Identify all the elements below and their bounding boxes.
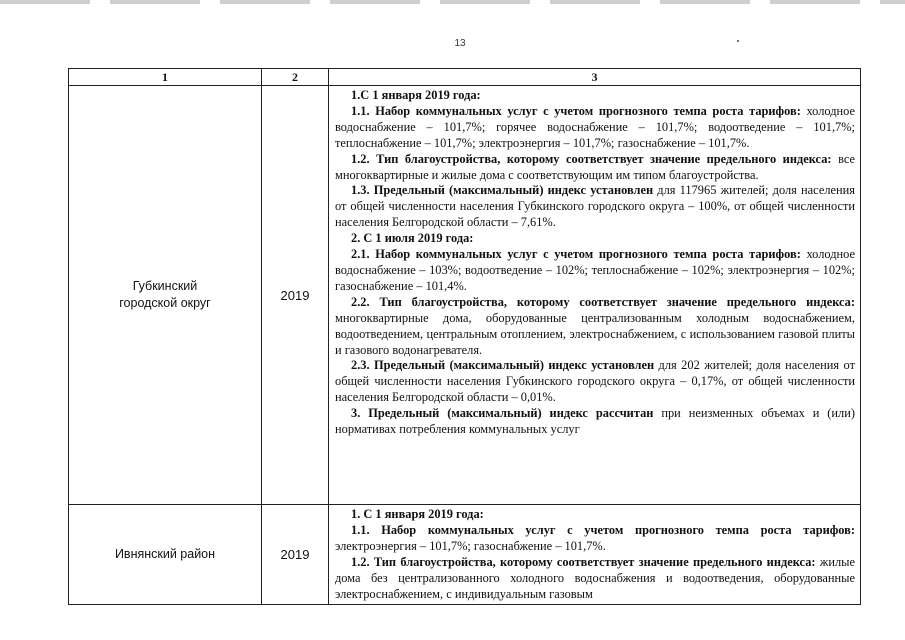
paragraph: 1. С 1 января 2019 года: xyxy=(351,507,484,521)
paragraph: 2.1. Набор коммунальных услуг с учетом прогнозного темпа роста тарифов: холодное водоснабжение – 103%; водоотведение – 102%; теплоснабжение – 102%; электроэнергия – 102%; газоснабжение – 101,4%. xyxy=(335,247,856,293)
header-col-2: 2 xyxy=(262,69,329,86)
table-row xyxy=(69,505,861,605)
table-row xyxy=(69,86,861,505)
tariff-table xyxy=(68,68,861,605)
year-cell: 2019 xyxy=(262,86,329,505)
paragraph: 1.С 1 января 2019 года: xyxy=(351,88,481,102)
year-cell: 2019 xyxy=(262,505,329,605)
conditions-cell xyxy=(329,505,861,605)
paragraph: 2.2. Тип благоустройства, которому соответствует значение предельного индекса: многоквартирные дома, оборудованные централизованным холодным водоснабжением, водоотведением, центральным отоплением, электроснабжением, с использованием газовой плиты и газового водонагревателя. xyxy=(335,294,855,357)
paragraph: 1.1. Набор коммунальных услуг с учетом прогнозного темпа роста тарифов: электроэнергия – 101,7%; газоснабжение – 101,7%. xyxy=(335,522,855,553)
municipality-cell xyxy=(69,86,262,505)
paragraph: 2.3. Предельный (максимальный) индекс установлен для 202 жителей; доля населения от общей численности населения Губкинского городского округа – 0,17%, от общей численности населения Белгородской области – 0,01%. xyxy=(335,358,855,405)
municipality-name-line1: Ивнянский район xyxy=(114,547,216,562)
municipality-name-line1: Губкинский xyxy=(132,279,198,293)
page-number: 13 xyxy=(454,38,466,49)
paragraph: 1.2. Тип благоустройства, которому соответствует значение предельного индекса: все многоквартирные и жилые дома с соответствующим им типом благоустройства. xyxy=(335,151,855,182)
scan-edge-artifact xyxy=(0,0,905,4)
paragraph: 3. Предельный (максимальный) индекс рассчитан при неизменных объемах и (или) нормативах потребления коммунальных услуг xyxy=(335,406,855,437)
table-header-row xyxy=(69,69,861,86)
paragraph: 1.2. Тип благоустройства, которому соответствует значение предельного индекса: жилые дома без централизованного холодного водоснабжения и водоотведения, оборудованные электроснабжением, с индивидуальным газовым xyxy=(335,554,855,601)
paragraph: 2. С 1 июля 2019 года: xyxy=(351,231,474,246)
conditions-cell xyxy=(329,86,861,505)
scan-speck xyxy=(737,40,739,42)
header-col-3: 3 xyxy=(329,69,861,86)
paragraph: 1.1. Набор коммунальных услуг с учетом прогнозного темпа роста тарифов: холодное водоснабжение – 101,7%; горячее водоснабжение – 101,7%; водоотведение – 101,7%; теплоснабжение – 101,7%; электроэнергия – 101,7%; газоснабжение – 101,7%. xyxy=(335,103,856,150)
municipality-cell xyxy=(69,505,262,605)
paragraph: 1.3. Предельный (максимальный) индекс установлен для 117965 жителей; доля населения от общей численности населения Губкинского городского округа – 100%, от общей численности населения Белгородской области – 7,61%. xyxy=(335,183,855,230)
municipality-name-line2: городской округ xyxy=(119,296,211,310)
header-col-1: 1 xyxy=(69,69,262,86)
